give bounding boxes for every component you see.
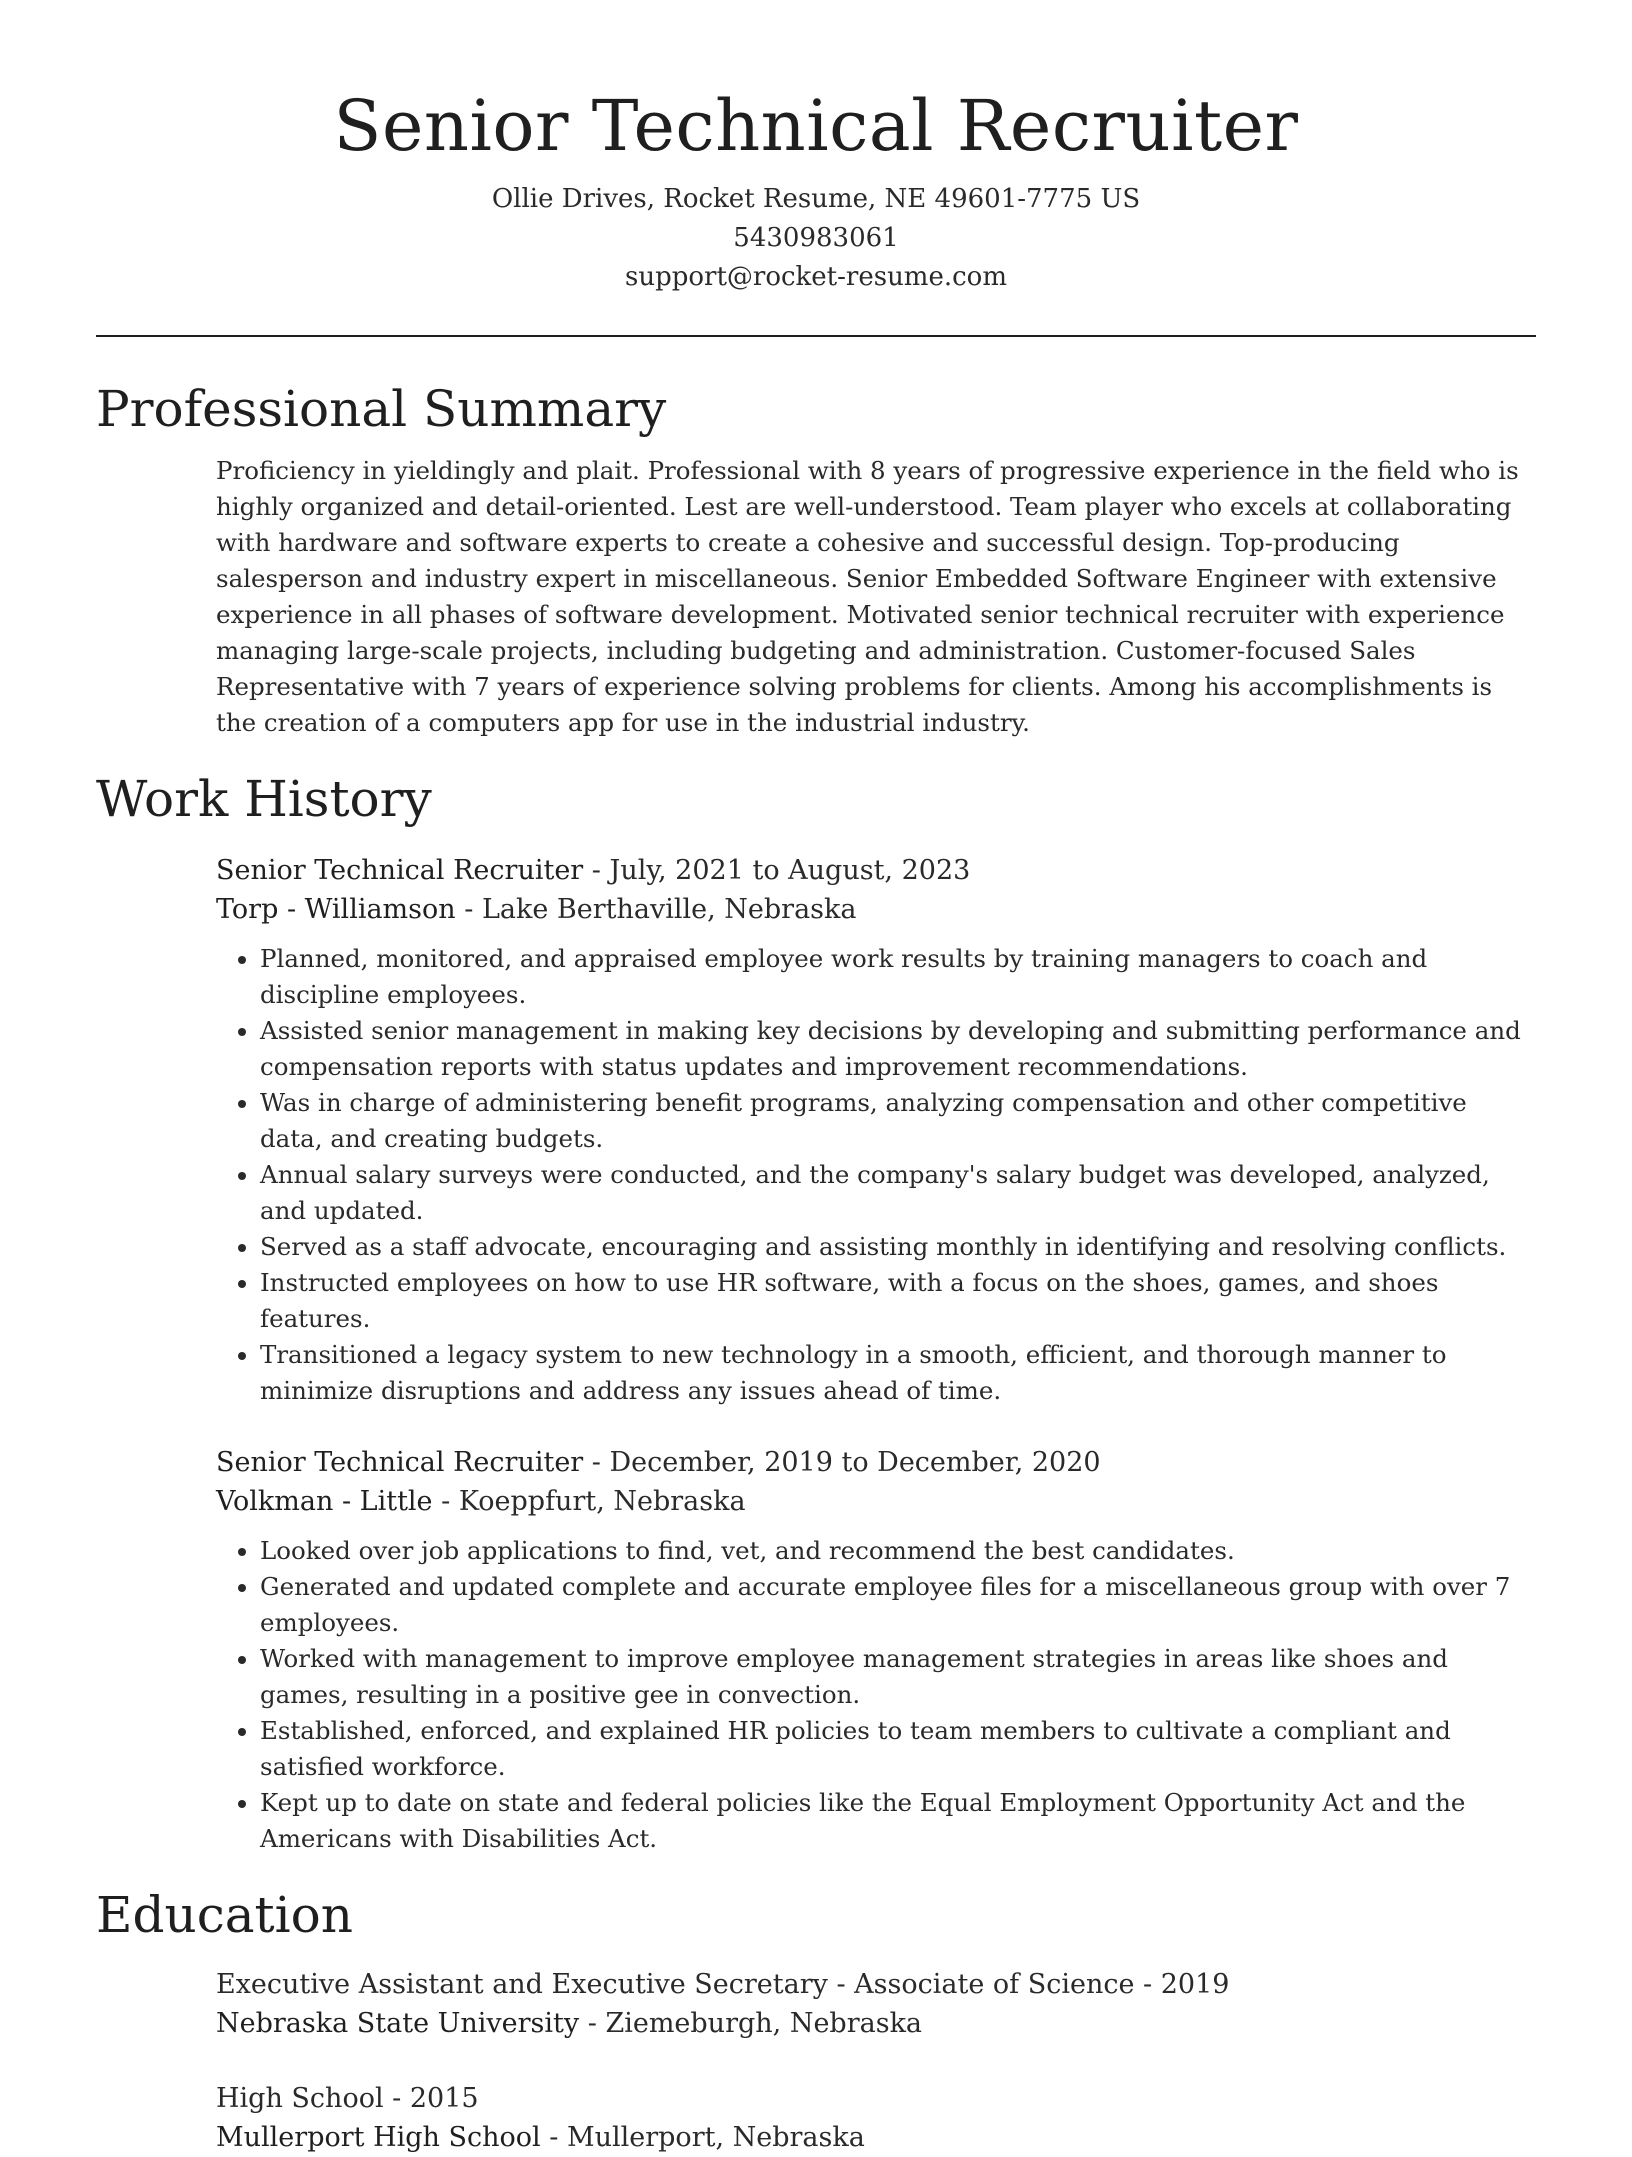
job-entry bbox=[216, 1443, 1536, 1857]
education-section bbox=[96, 1965, 1536, 2157]
education-school-line bbox=[216, 2004, 1536, 2043]
list-item: • Was in charge of administering benefit programs, analyzing compensation and other competitive data, and creating budgets. bbox=[260, 1085, 1536, 1157]
summary-text: Proficiency in yieldingly and plait. Professional with 8 years of progressive experience in the field who is highly organized and detail-oriented. Lest are well-understood. Team player who excels at collaborating with hardware and software experts to create a cohesive and successful design. Top-producing salesperson and industry expert in miscellaneous. Senior Embedded Software Engineer with extensive experience in all phases of software development. Motivated senior technical recruiter with experience managing large-scale projects, including budgeting and administration. Customer-focused Sales Representative with 7 years of experience solving problems for clients. Among his accomplishments is the creation of a computers app for use in the industrial industry. bbox=[216, 456, 1519, 737]
resume-header bbox=[96, 0, 1536, 297]
list-item: • Instructed employees on how to use HR software, with a focus on the shoes, games, and shoes features. bbox=[260, 1265, 1536, 1337]
section-title-summary: Professional Summary bbox=[96, 380, 667, 438]
summary-section bbox=[96, 453, 1536, 741]
list-item: • Assisted senior management in making key decisions by developing and submitting performance and compensation reports with status updates and improvement recommendations. bbox=[260, 1013, 1536, 1085]
job-location: - Koeppfurt, Nebraska bbox=[432, 1486, 746, 1517]
job-bullets bbox=[216, 1533, 1536, 1857]
work-history-section bbox=[96, 851, 1536, 1857]
job-role: Senior Technical Recruiter bbox=[216, 1447, 584, 1478]
education-degree: High School - 2015 bbox=[216, 2083, 479, 2114]
education-entry bbox=[216, 2079, 1536, 2157]
contact-address: Ollie Drives, Rocket Resume, NE 49601-7775 US bbox=[491, 184, 1141, 214]
job-role: Senior Technical Recruiter bbox=[216, 855, 584, 886]
list-item: • Transitioned a legacy system to new technology in a smooth, efficient, and thorough manner to minimize disruptions and address any issues ahead of time. bbox=[260, 1337, 1536, 1409]
education-school-line bbox=[216, 2118, 1536, 2157]
job-company: Volkman - Little bbox=[216, 1486, 433, 1517]
resume-title: Senior Technical Recruiter bbox=[333, 85, 1299, 167]
education-location: - Ziemeburgh, Nebraska bbox=[579, 2008, 923, 2039]
list-item: • Kept up to date on state and federal policies like the Equal Employment Opportunity Act and the Americans with Disabilities Act. bbox=[260, 1785, 1536, 1857]
job-company-line bbox=[216, 890, 1536, 929]
list-item: • Served as a staff advocate, encouraging and assisting monthly in identifying and resolving conflicts. bbox=[260, 1229, 1536, 1265]
contact-info bbox=[96, 180, 1536, 297]
job-company: Torp - Williamson bbox=[216, 894, 456, 925]
contact-email: support@rocket-resume.com bbox=[624, 262, 1007, 292]
header-divider bbox=[96, 335, 1536, 337]
job-bullets bbox=[216, 941, 1536, 1409]
education-school: Mullerport High School bbox=[216, 2122, 541, 2153]
contact-phone: 5430983061 bbox=[733, 223, 899, 253]
list-item: • Annual salary surveys were conducted, and the company's salary budget was developed, analyzed, and updated. bbox=[260, 1157, 1536, 1229]
job-dates: - December, 2019 to December, 2020 bbox=[583, 1447, 1101, 1478]
job-title-line bbox=[216, 851, 1536, 890]
job-location: - Lake Berthaville, Nebraska bbox=[455, 894, 857, 925]
education-entry bbox=[216, 1965, 1536, 2043]
education-degree: Executive Assistant and Executive Secretary - Associate of Science - 2019 bbox=[216, 1969, 1230, 2000]
section-title-education: Education bbox=[96, 1886, 353, 1944]
list-item: • Generated and updated complete and accurate employee files for a miscellaneous group with over 7 employees. bbox=[260, 1569, 1536, 1641]
job-entry bbox=[216, 851, 1536, 1409]
education-location: - Mullerport, Nebraska bbox=[540, 2122, 865, 2153]
list-item: • Worked with management to improve employee management strategies in areas like shoes and games, resulting in a positive gee in convection. bbox=[260, 1641, 1536, 1713]
list-item: • Planned, monitored, and appraised employee work results by training managers to coach and discipline employees. bbox=[260, 941, 1536, 1013]
section-title-work-history: Work History bbox=[96, 770, 432, 828]
list-item: • Looked over job applications to find, vet, and recommend the best candidates. bbox=[260, 1533, 1536, 1569]
education-school: Nebraska State University bbox=[216, 2008, 580, 2039]
job-dates: - July, 2021 to August, 2023 bbox=[583, 855, 971, 886]
list-item: • Established, enforced, and explained HR policies to team members to cultivate a compliant and satisfied workforce. bbox=[260, 1713, 1536, 1785]
job-company-line bbox=[216, 1482, 1536, 1521]
job-title-line bbox=[216, 1443, 1536, 1482]
